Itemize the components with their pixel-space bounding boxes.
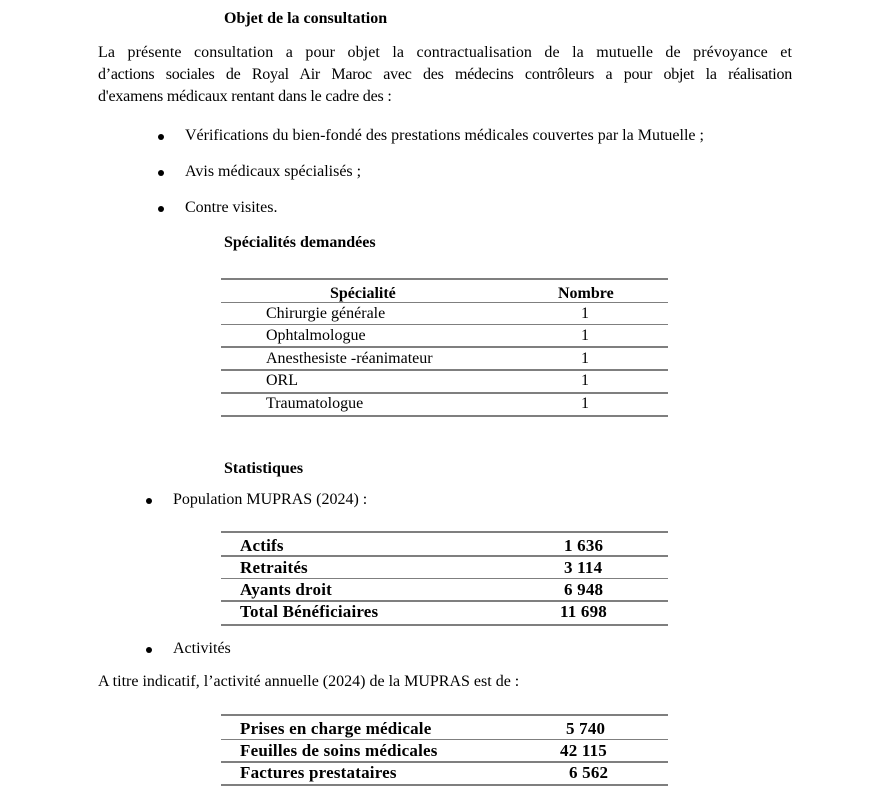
nombre-cell: 1 <box>581 395 589 412</box>
paragraph-line: d'examens médicaux rentant dans le cadre des : <box>98 88 392 105</box>
bullet-icon <box>146 498 152 504</box>
specialite-cell: ORL <box>266 372 298 389</box>
table-rule <box>221 324 668 325</box>
nombre-cell: 1 <box>581 372 589 389</box>
nombre-cell: 1 <box>581 350 589 367</box>
table-rule <box>221 624 668 626</box>
specialite-cell: Ophtalmologue <box>266 327 366 344</box>
specialite-cell: Traumatologue <box>266 395 364 412</box>
table-rule <box>221 578 668 579</box>
table-rule <box>221 415 668 417</box>
bullet-item: Avis médicaux spécialisés ; <box>185 163 362 180</box>
population-value: 6 948 <box>564 580 604 599</box>
table-rule <box>221 346 668 348</box>
activite-value: 42 115 <box>560 741 608 760</box>
section-title-statistiques: Statistiques <box>224 460 304 477</box>
activite-label: Factures prestataires <box>240 763 397 782</box>
activite-label: Prises en charge médicale <box>240 719 432 738</box>
specialite-cell: Chirurgie générale <box>266 305 386 322</box>
bullet-icon <box>158 170 164 176</box>
population-label: Retraités <box>240 558 308 577</box>
paragraph-line: d’actions sociales de Royal Air Maroc avec des médecins contrôleurs a pour objet la réalisation <box>98 66 792 83</box>
bullet-item: Contre visites. <box>185 199 278 216</box>
objet-paragraph <box>98 42 792 108</box>
table-rule <box>221 784 668 786</box>
bullet-icon <box>146 647 152 653</box>
nombre-cell: 1 <box>581 327 589 344</box>
bullet-icon <box>158 134 164 140</box>
population-total-value: 11 698 <box>560 602 608 621</box>
population-bullet: Population MUPRAS (2024) : <box>173 491 368 508</box>
specialite-cell: Anesthesiste -réanimateur <box>266 350 433 367</box>
population-value: 3 114 <box>564 558 603 577</box>
table-rule <box>221 531 668 533</box>
population-label: Actifs <box>240 536 284 555</box>
bullet-item: Vérifications du bien-fondé des prestations médicales couvertes par la Mutuelle ; <box>185 127 704 144</box>
table-rule <box>221 739 668 740</box>
column-header-specialite: Spécialité <box>330 285 396 302</box>
activite-value: 5 740 <box>566 719 606 738</box>
activites-bullet: Activités <box>173 640 231 657</box>
population-total-label: Total Bénéficiaires <box>240 602 379 621</box>
section-title-specialites: Spécialités demandées <box>224 234 376 251</box>
table-rule <box>221 714 668 716</box>
population-label: Ayants droit <box>240 580 332 599</box>
table-rule <box>221 278 668 280</box>
population-value: 1 636 <box>564 536 604 555</box>
activite-value: 6 562 <box>569 763 609 782</box>
activites-intro: A titre indicatif, l’activité annuelle (2024) de la MUPRAS est de : <box>98 673 520 690</box>
column-header-nombre: Nombre <box>558 285 614 302</box>
bullet-icon <box>158 206 164 212</box>
activite-label: Feuilles de soins médicales <box>240 741 438 760</box>
table-rule <box>221 555 668 557</box>
nombre-cell: 1 <box>581 305 589 322</box>
section-title-objet: Objet de la consultation <box>224 10 388 27</box>
table-rule <box>221 302 668 303</box>
paragraph-line: La présente consultation a pour objet la contractualisation de la mutuelle de prévoyance et <box>98 44 792 61</box>
